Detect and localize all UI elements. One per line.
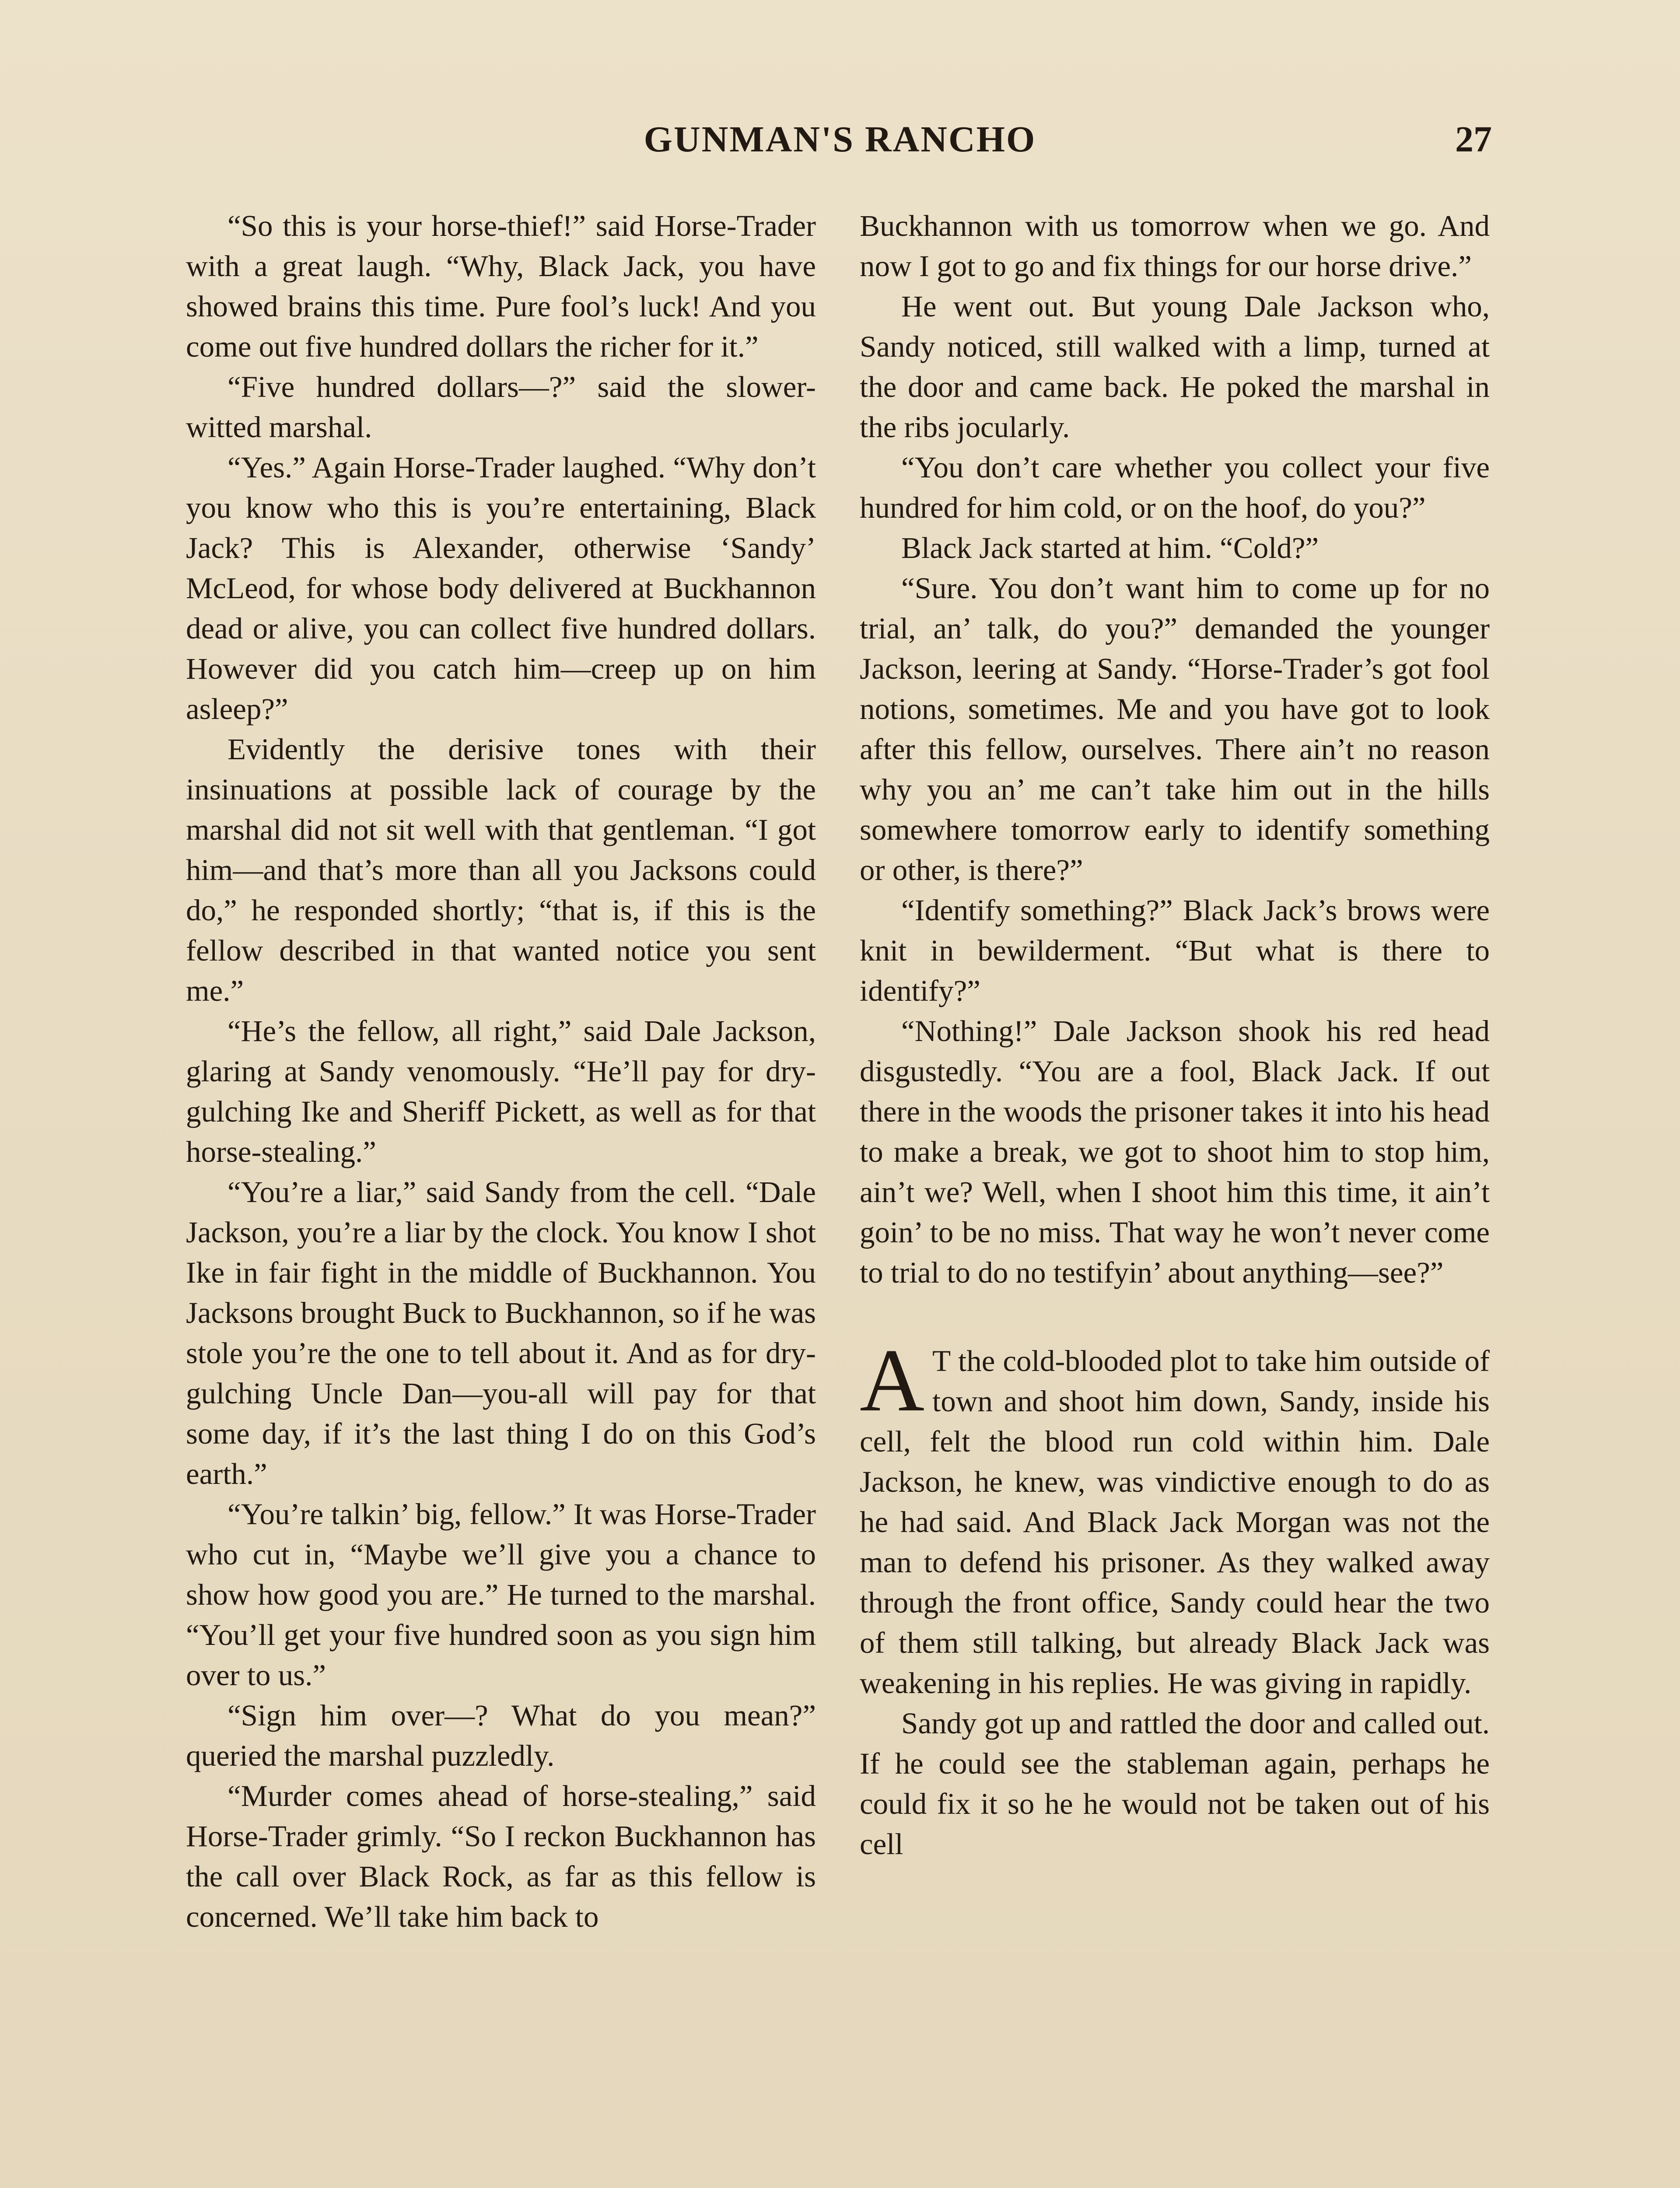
paragraph: “Nothing!” Dale Jackson shook his red head disgustedly. “You are a fool, Black Jack. If out there in the woods the prisoner takes it into his head to make a break, we got to shoot him to stop him, ain’t we? Well, when I shoot him this time, it ain’t goin’ to be no miss. That way he won’t never come to trial to do no testifyin’ about anything—see?” — [860, 1014, 1490, 1289]
paragraph: “You’re a liar,” said Sandy from the cell. “Dale Jackson, you’re a liar by the clock. You know I shot Ike in fair fight in the middle of Buckhannon. You Jacksons brought Buck to Buckhannon, so if he was stole you’re the one to tell about it. And as for dry-gulching Uncle Dan—you-all will pay for that some day, if it’s the last thing I do on this God’s earth.” — [186, 1175, 816, 1490]
paragraph: “Five hundred dollars—?” said the slower-witted marshal. — [186, 370, 816, 444]
page-number: 27 — [1455, 119, 1492, 160]
paragraph: Sandy got up and rattled the door and called out. If he could see the stableman again, perhaps he could fix it so he he would not be taken out of his cell — [860, 1707, 1490, 1861]
page-header — [0, 118, 1680, 171]
paragraph: “Murder comes ahead of horse-stealing,” said Horse-Trader grimly. “So I reckon Buckhannon has the call over Black Rock, as far as this fellow is concerned. We’ll take him back to — [186, 1779, 816, 1933]
paragraph-continued: Buckhannon with us tomorrow when we go. And now I got to go and fix things for our horse drive.” — [860, 209, 1490, 283]
paragraph: “Sign him over—? What do you mean?” queried the marshal puzzledly. — [186, 1699, 816, 1772]
section-opening-text: T the cold-blooded plot to take him outside of town and shoot him down, Sandy, inside his cell, felt the blood run cold within him. Dale Jackson, he knew, was vindictive enough to do as he had said. And Black Jack Morgan was not the man to defend his prisoner. As they walked away through the front office, Sandy could hear the two of them still talking, but already Black Jack was weakening in his replies. He was giving in rapidly. — [860, 1344, 1490, 1700]
right-column — [860, 206, 1490, 1864]
paragraph: “He’s the fellow, all right,” said Dale Jackson, glaring at Sandy venomously. “He’ll pay for dry-gulching Ike and Sheriff Pickett, as well as for that horse-stealing.” — [186, 1014, 816, 1168]
paragraph: He went out. But young Dale Jackson who, Sandy noticed, still walked with a limp, turned at the door and came back. He poked the marshal in the ribs jocularly. — [860, 290, 1490, 444]
paragraph: “You don’t care whether you collect your five hundred for him cold, or on the hoof, do you?” — [860, 451, 1490, 524]
running-title: GUNMAN'S RANCHO — [644, 119, 1036, 160]
drop-cap: A — [860, 1331, 925, 1430]
paragraph: “So this is your horse-thief!” said Horse-Trader with a great laugh. “Why, Black Jack, you have showed brains this time. Pure fool’s luck! And you come out five hundred dollars the richer for it.” — [186, 209, 816, 363]
paragraph: “Sure. You don’t want him to come up for no trial, an’ talk, do you?” demanded the younger Jackson, leering at Sandy. “Horse-Trader’s got fool notions, sometimes. Me and you have got to look after this fellow, ourselves. There ain’t no reason why you an’ me can’t take him out in the hills somewhere tomorrow early to identify something or other, is there?” — [860, 572, 1490, 887]
section-opening-paragraph — [860, 1331, 1490, 1703]
paragraph: “Identify something?” Black Jack’s brows were knit in bewilderment. “But what is there to identify?” — [860, 894, 1490, 1007]
paragraph: Evidently the derisive tones with their insinuations at possible lack of courage by the marshal did not sit well with that gentleman. “I got him—and that’s more than all you Jacksons could do,” he responded shortly; “that is, if this is the fellow described in that wanted notice you sent me.” — [186, 733, 816, 1007]
paragraph: “Yes.” Again Horse-Trader laughed. “Why don’t you know who this is you’re entertaining, Black Jack? This is Alexander, otherwise ‘Sandy’ McLeod, for whose body delivered at Buckhannon dead or alive, you can collect five hundred dollars. However did you catch him—creep up on him asleep?” — [186, 451, 816, 726]
left-column — [186, 206, 816, 1937]
paragraph: “You’re talkin’ big, fellow.” It was Horse-Trader who cut in, “Maybe we’ll give you a chance to show how good you are.” He turned to the marshal. “You’ll get your five hundred soon as you sign him over to us.” — [186, 1497, 816, 1692]
paragraph: Black Jack started at him. “Cold?” — [901, 531, 1319, 565]
